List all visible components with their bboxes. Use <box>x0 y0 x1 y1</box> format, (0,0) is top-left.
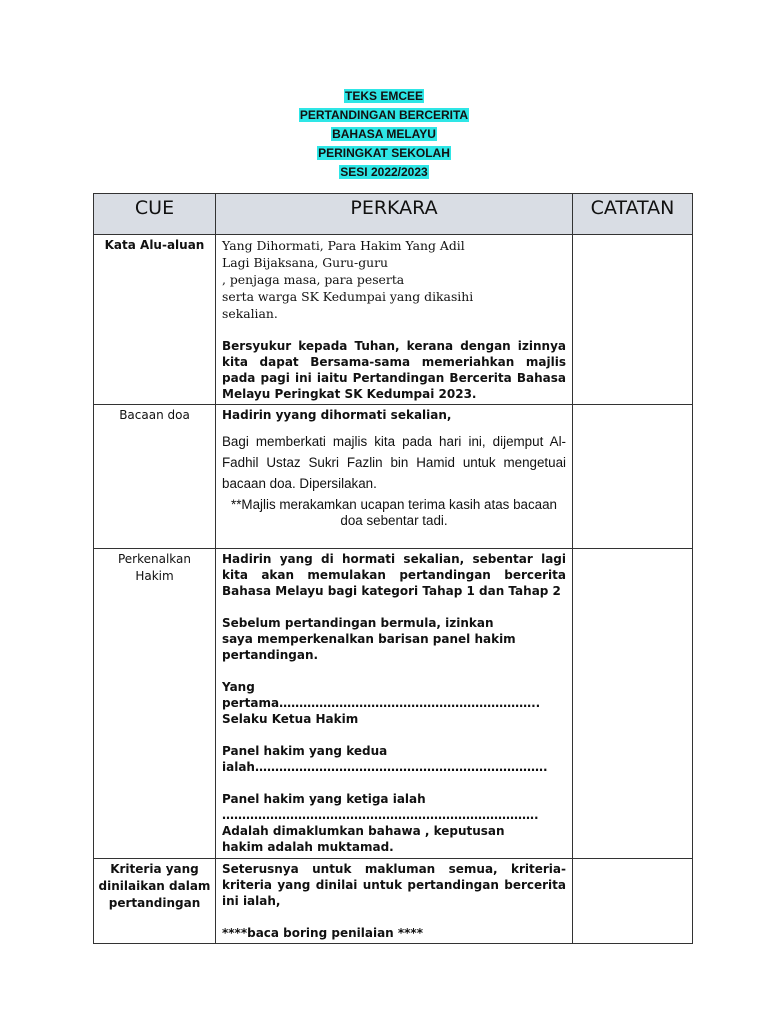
paragraph: Bagi memberkati majlis kita pada hari ini, dijemput Al-Fadhil Ustaz Sukri Fazlin bin Hamid untuk mengetuai bacaan doa. Dipersilakan. <box>222 434 566 491</box>
title-line: SESI 2022/2023 <box>340 165 428 179</box>
paragraph: Yang pertama……………………………………………………….. Selaku Ketua Hakim <box>222 680 541 726</box>
catatan-cell <box>573 549 693 859</box>
paragraph: Seterusnya untuk makluman semua, kriteria-kriteria yang dinilai untuk pertandingan bercerita ini ialah, <box>222 862 566 908</box>
paragraph: Hadirin yang di hormati sekalian, sebentar lagi kita akan memulakan pertandingan bercerita Bahasa Melayu bagi kategori Tahap 1 dan Tahap 2 <box>222 552 566 598</box>
paragraph: Panel hakim yang kedua ialah………………………………………………………………. <box>222 744 548 774</box>
perkara-cell <box>216 549 573 859</box>
paragraph: ****baca boring penilaian **** <box>222 926 423 940</box>
paragraph: Panel hakim yang ketiga ialah ……………………………………………………………………. <box>222 792 539 822</box>
table-header-row <box>94 194 693 235</box>
title-line: TEKS EMCEE <box>344 89 423 103</box>
paragraph: Adalah dimaklumkan bahawa , keputusan hakim adalah muktamad. <box>222 824 505 854</box>
paragraph: Sebelum pertandingan bermula, izinkan saya memperkenalkan barisan panel hakim pertandingan. <box>222 616 516 662</box>
paragraph: Bersyukur kepada Tuhan, kerana dengan izinnya kita dapat Bersama-sama memeriahkan majlis pada pagi ini iaitu Pertandingan Bercerita Bahasa Melayu Peringkat SK Kedumpai 2023. <box>222 339 566 401</box>
paragraph: Hadirin yyang dihormati sekalian, <box>222 408 452 422</box>
header-perkara: PERKARA <box>216 194 573 235</box>
title-line: PERTANDINGAN BERCERITA <box>299 108 469 122</box>
perkara-cell <box>216 405 573 549</box>
header-catatan: CATATAN <box>573 194 693 235</box>
header-cue: CUE <box>94 194 216 235</box>
table-row <box>94 405 693 549</box>
document-title <box>0 87 768 182</box>
table-row <box>94 859 693 944</box>
cue-cell: Perkenalkan Hakim <box>94 549 216 859</box>
paragraph: **Majlis merakamkan ucapan terima kasih atas bacaan doa sebentar tadi. <box>231 497 557 528</box>
catatan-cell <box>573 235 693 405</box>
table-row <box>94 235 693 405</box>
perkara-cell <box>216 859 573 944</box>
table-row <box>94 549 693 859</box>
title-line: PERINGKAT SEKOLAH <box>318 146 450 160</box>
perkara-cell <box>216 235 573 405</box>
greeting-text: Yang Dihormati, Para Hakim Yang Adil Lagi Bijaksana, Guru-guru , penjaga masa, para peserta serta warga SK Kedumpai yang dikasihi sekalian. <box>222 238 474 321</box>
cue-cell: Kata Alu-aluan <box>94 235 216 405</box>
cue-cell: Bacaan doa <box>94 405 216 549</box>
script-table <box>93 193 693 944</box>
cue-cell: Kriteria yang dinilaikan dalam pertandingan <box>94 859 216 944</box>
catatan-cell <box>573 405 693 549</box>
catatan-cell <box>573 859 693 944</box>
title-line: BAHASA MELAYU <box>332 127 436 141</box>
